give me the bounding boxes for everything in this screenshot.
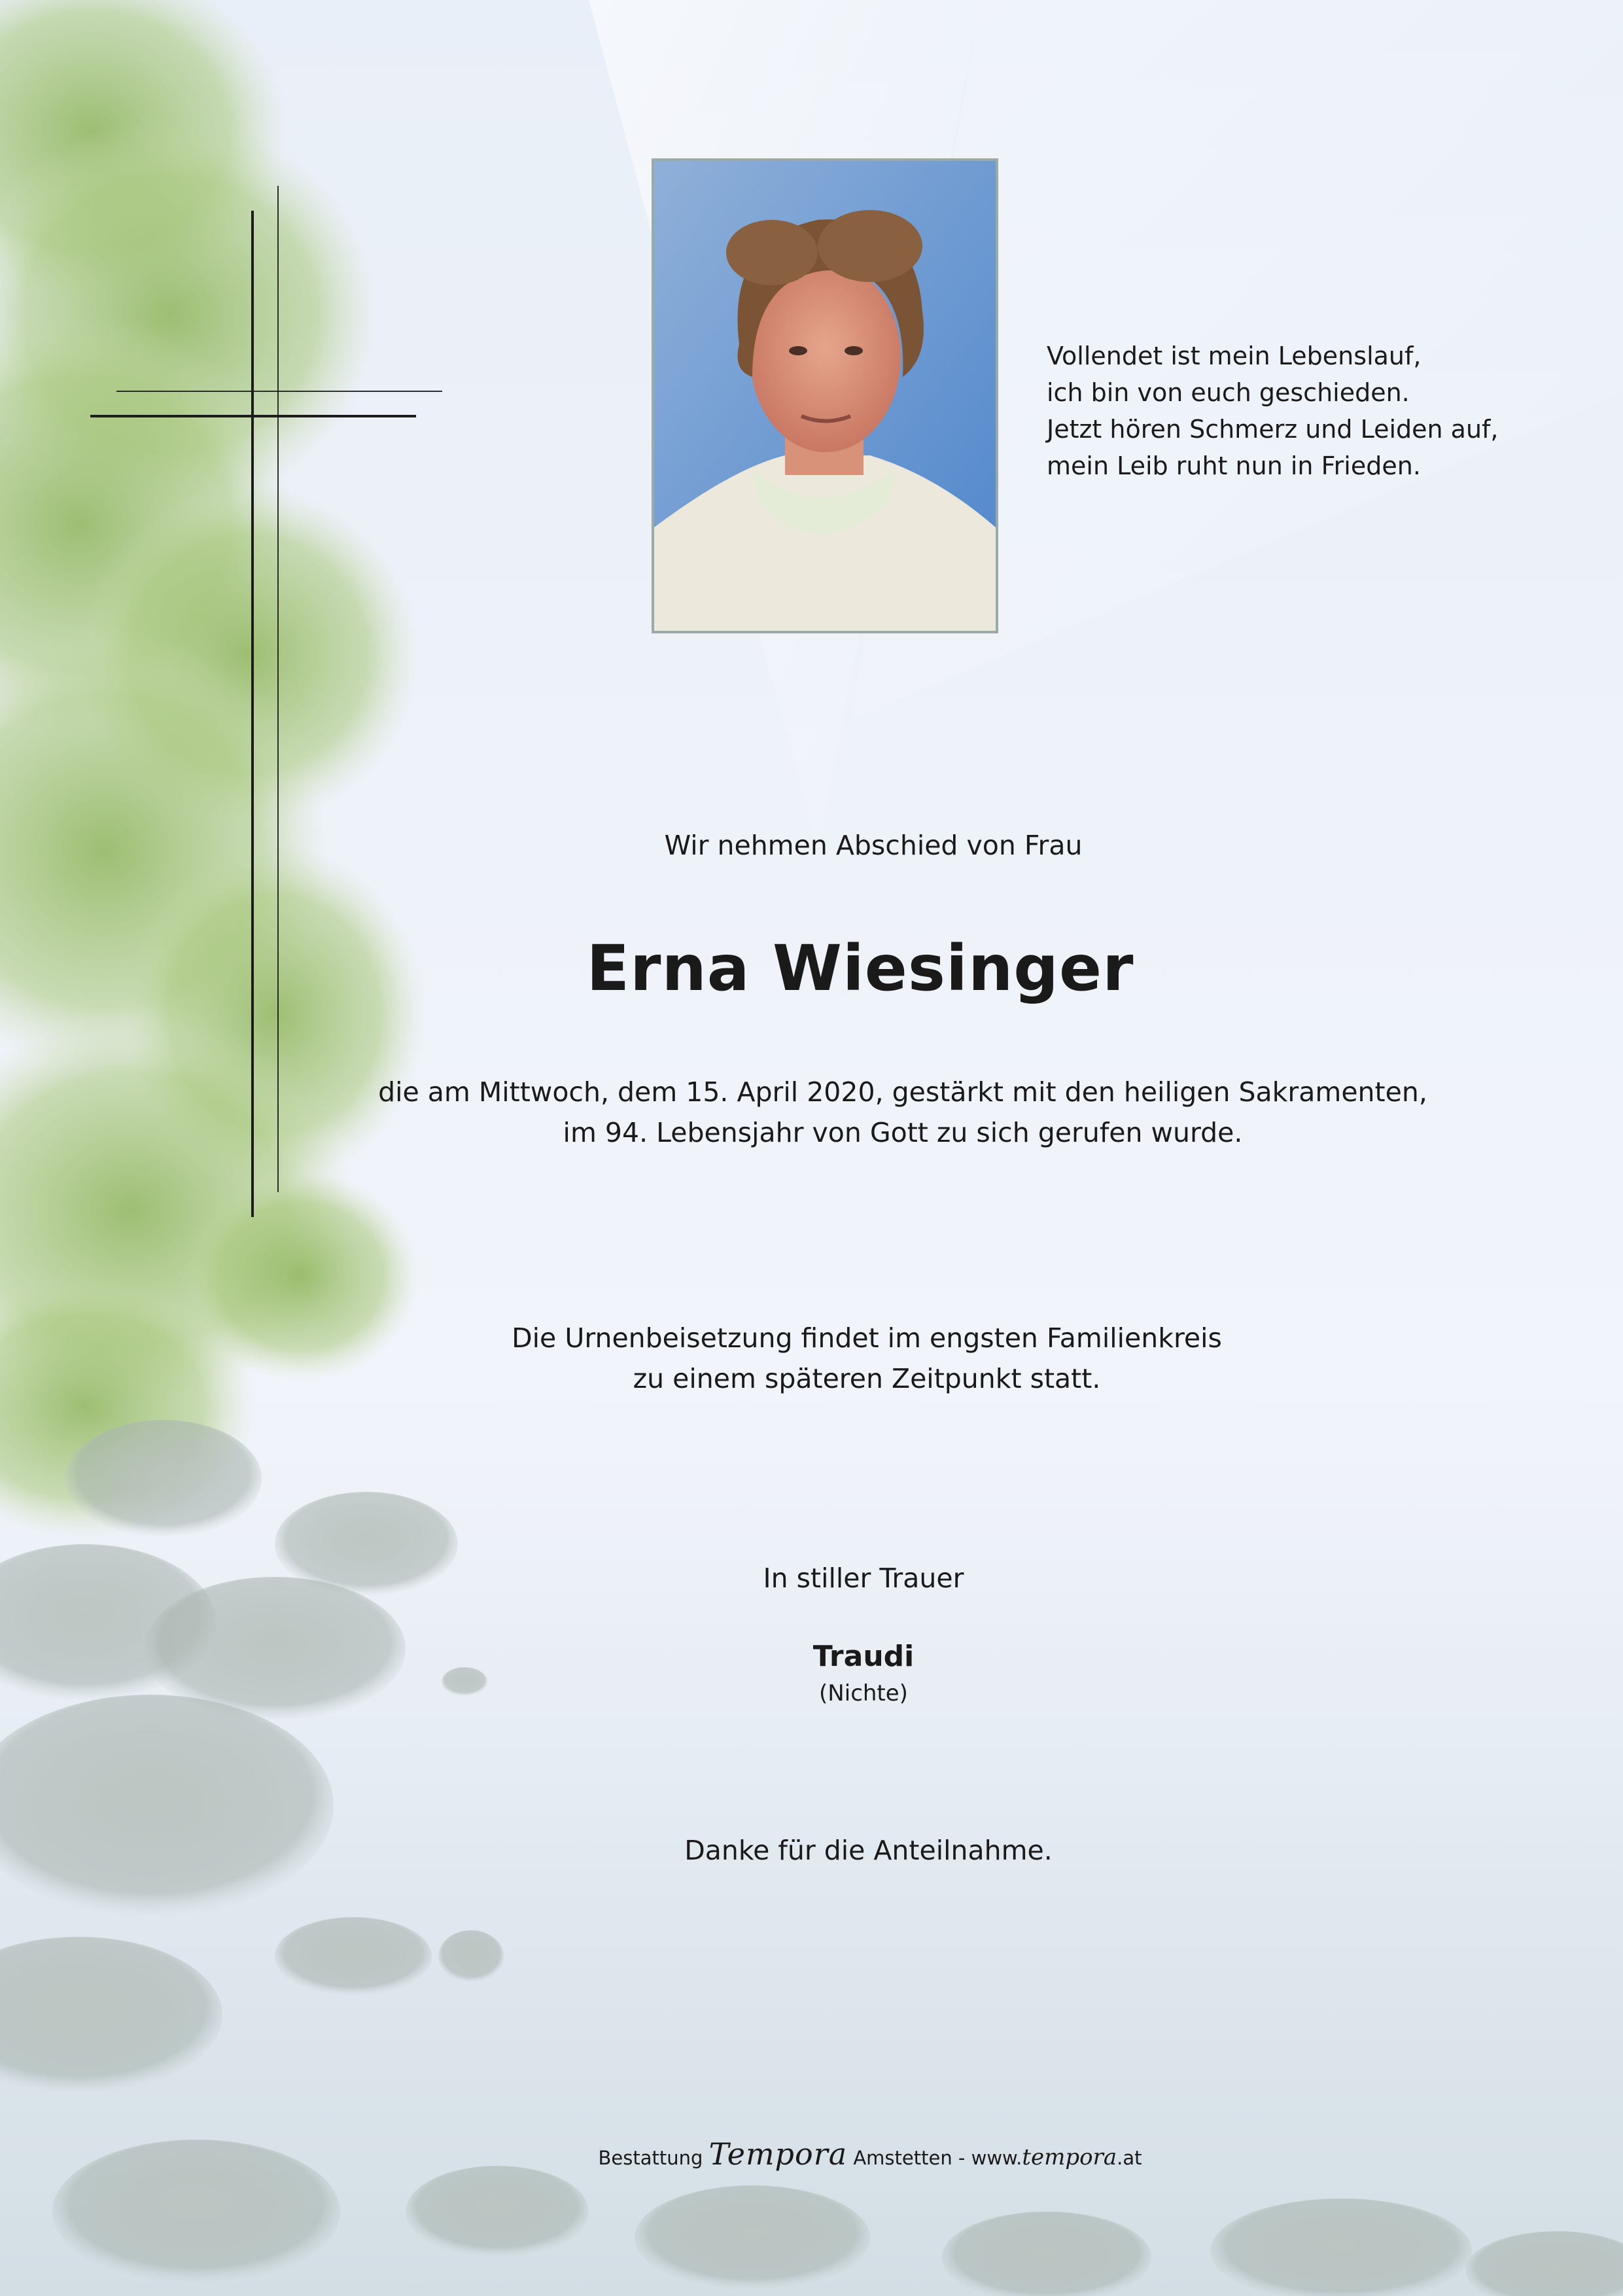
- portrait-photo: [652, 158, 998, 633]
- mourner-relation: (Nichte): [819, 1680, 908, 1706]
- burial-line: zu einem späteren Zeitpunkt statt.: [633, 1363, 1101, 1394]
- footer-middle: Amstetten - www.: [847, 2147, 1022, 2169]
- deceased-name: Erna Wiesinger: [586, 932, 1134, 1005]
- poem-line: ich bin von euch geschieden.: [1047, 378, 1410, 407]
- burial-statement: [327, 1318, 1406, 1399]
- footer-prefix: Bestattung: [598, 2147, 709, 2169]
- cross-horizontal-line: [90, 415, 416, 417]
- poem-line: Jetzt hören Schmerz und Leiden auf,: [1047, 415, 1499, 444]
- footer-suffix: .at: [1117, 2147, 1142, 2169]
- poem-line: mein Leib ruht nun in Frieden.: [1047, 451, 1421, 480]
- burial-line: Die Urnenbeisetzung findet im engsten Familienkreis: [512, 1322, 1222, 1354]
- brand-logo-text: Tempora: [708, 2136, 848, 2172]
- death-statement: [327, 1072, 1478, 1153]
- mourner-name: Traudi: [812, 1640, 915, 1673]
- website-brand: tempora: [1022, 2144, 1117, 2170]
- cross-horizontal-line-thin: [116, 391, 442, 392]
- thanks-text: Danke für die Anteilnahme.: [684, 1835, 1053, 1866]
- death-line: die am Mittwoch, dem 15. April 2020, gestärkt mit den heiligen Sakramenten,: [378, 1076, 1427, 1108]
- death-line: im 94. Lebensjahr von Gott zu sich gerufen wurde.: [563, 1117, 1243, 1148]
- funeral-home-footer: [327, 2134, 1413, 2178]
- poem-line: Vollendet ist mein Lebenslauf,: [1047, 342, 1422, 370]
- memorial-poem: [1047, 338, 1557, 484]
- mourning-text: In stiller Trauer: [763, 1563, 964, 1594]
- portrait-illustration: [654, 161, 996, 631]
- cross-vertical-line-thin: [277, 186, 279, 1192]
- intro-text: Wir nehmen Abschied von Frau: [664, 830, 1083, 861]
- cross-vertical-line: [251, 211, 254, 1217]
